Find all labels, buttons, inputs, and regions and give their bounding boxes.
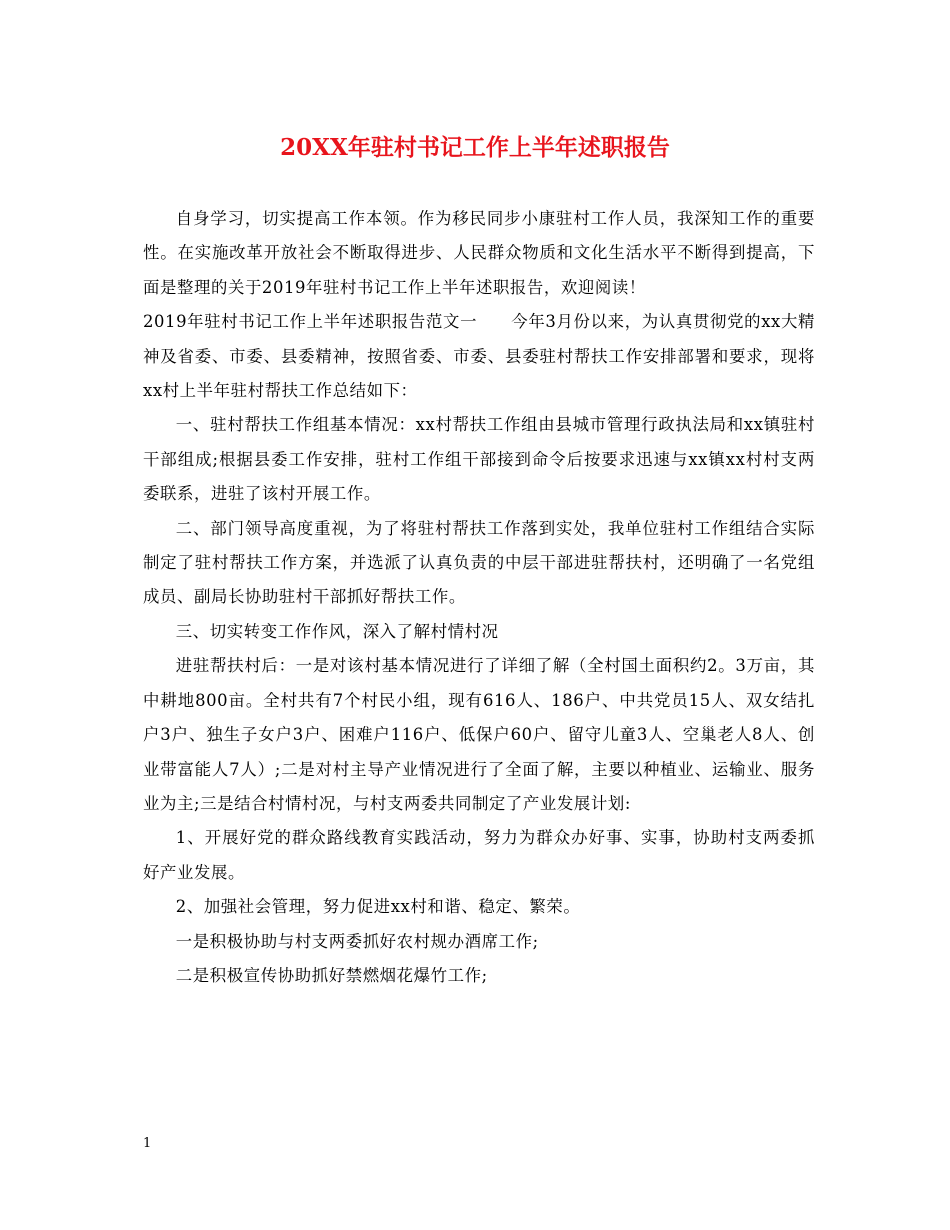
document-body	[143, 202, 815, 993]
page-number: 1	[143, 1136, 152, 1151]
paragraph-item-1: 1、开展好党的群众路线教育实践活动，努力为群众办好事、实事，协助村支两委抓好产业发展。	[143, 828, 815, 882]
paragraph-section-2: 二、部门领导高度重视，为了将驻村帮扶工作落到实处，我单位驻村工作组结合实际制定了驻村帮扶工作方案，并选派了认真负责的中层干部进驻帮扶村，还明确了一名党组成员、副局长协助驻村干部抓好帮扶工作。	[143, 518, 815, 607]
paragraph-section-1: 一、驻村帮扶工作组基本情况：xx村帮扶工作组由县城市管理行政执法局和xx镇驻村干部组成;根据县委工作安排，驻村工作组干部接到命令后按要求迅速与xx镇xx村村支两委联系，进驻了该村开展工作。	[143, 415, 815, 504]
document-title: 20XX年驻村书记工作上半年述职报告	[280, 134, 670, 161]
paragraph-section-3-heading: 三、切实转变工作作风，深入了解村情村况	[175, 621, 499, 641]
paragraph-intro: 自身学习，切实提高工作本领。作为移民同步小康驻村工作人员，我深知工作的重要性。在实施改革开放社会不断取得进步、人民群众物质和文化生活水平不断得到提高，下面是整理的关于2019年驻村书记工作上半年述职报告，欢迎阅读！	[143, 209, 815, 297]
paragraph-subitem-1: 一是积极协助与村支两委抓好农村规办酒席工作;	[175, 931, 539, 951]
paragraph-item-2: 2、加强社会管理，努力促进xx村和谐、稳定、繁荣。	[175, 897, 581, 917]
paragraph-subitem-2: 二是积极宣传协助抓好禁燃烟花爆竹工作;	[175, 965, 488, 985]
paragraph-section-3-body: 进驻帮扶村后：一是对该村基本情况进行了详细了解（全村国土面积约2。3万亩，其中耕地800亩。全村共有7个村民小组，现有616人、186户、中共党员15人、双女结扎户3户、独生子女户3户、困难户116户、低保户60户、留守儿童3人、空巢老人8人、创业带富能人7人）;二是对村主导产业情况进行了全面了解，主要以种植业、运输业、服务业为主;三是结合村情村况，与村支两委共同制定了产业发展计划:	[143, 656, 815, 813]
paragraph-sample-heading: 2019年驻村书记工作上半年述职报告范文一 今年3月份以来，为认真贯彻党的xx大精神及省委、市委、县委精神，按照省委、市委、县委驻村帮扶工作安排部署和要求，现将xx村上半年驻村帮扶工作总结如下：	[143, 312, 815, 401]
